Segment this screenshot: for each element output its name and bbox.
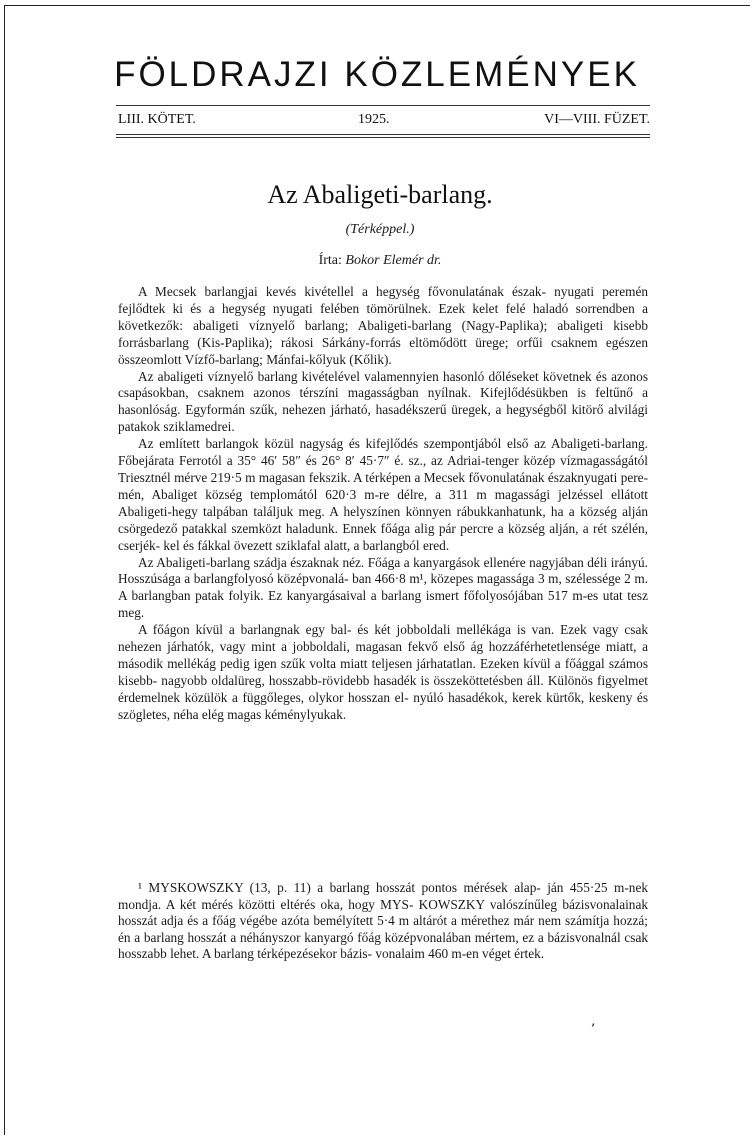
volume-label: LIII. KÖTET. — [118, 112, 196, 127]
year-label: 1925. — [358, 112, 390, 127]
header-rule-top — [116, 105, 650, 106]
header-rule-bottom — [116, 134, 650, 135]
header-row — [118, 112, 650, 130]
article-body — [118, 284, 648, 724]
article-title: Az Abaligeti-barlang. — [267, 180, 493, 209]
paragraph: Az abaligeti víznyelő barlang kivételével valamennyien hasonló dőléseket követnek és azonos csapásokban, csaknem azonos térszíni magasságban nyílnak. Kifejlődésükben is feltűnő a hasonlóság. Egyformán szűk, nehezen járható, hasadékszerű üregek, a hegységből kitörő alvilági patakok sziklamedrei. — [118, 368, 648, 435]
footnote: ¹ MYSKOWSZKY (13, p. 11) a barlang hosszát pontos mérések alap- ján 455·25 m-nek mondja. A két mérés közötti eltérés oka, hogy MYS- KOWSZKY valószínűleg bázisvonalainak hosszát adja és a főág végébe azóta bemélyített 5·4 m altárót a mérethez már nem számítja hozzá; én a barlang hosszát a néhányszor kanyargó főág középvonalában mértem, ez a bázisvonalnál csak hosszabb lehet. A barlang térképezésekor bázis- vonalaim 460 m-en véget értek. — [118, 880, 648, 962]
footnote-block — [118, 880, 648, 963]
paragraph: A főágon kívül a barlangnak egy bal- és két jobboldali mellékága is van. Ezek vagy csak nehezen járhatók, vagy mint a jobboldali, magasan fekvő első ág hozzáférhetetlensége miatt, a második mellékág pedig igen szűk volta miatt teljesen járhatatlan. Ezeken kívül a főággal számos kisebb- nagyobb oldalüreg, hosszabb-rövidebb hasadék is összeköttetésben áll. Különös figyelmet érdemelnek közülök a függőleges, olykor hosszan el- nyúló hasadékok, kerek kürtők, keskeny és szögletes, néha elég magas kéménylyukak. — [118, 622, 648, 722]
article-subtitle: (Térképpel.) — [345, 222, 415, 237]
byline-prefix: Írta: — [318, 253, 342, 268]
issue-label: VI—VIII. FÜZET. — [544, 112, 650, 127]
paragraph: Az Abaligeti-barlang szádja északnak néz. Főága a kanyargások ellenére nagyjában déli irányú. Hosszúsága a barlangfolyosó középvonalá- ban 466·8 m¹, közepes magassága 3 m, szélessége 2 m. A barlangban patak folyik. Ez kanyargásaival a barlang ismert főfolyosójában 517 m-es utat tesz meg. — [118, 554, 648, 621]
printer-mark: ʼ — [591, 1022, 595, 1035]
article-byline — [150, 253, 610, 269]
journal-title: FÖLDRAJZI KÖZLEMÉNYEK — [114, 55, 640, 94]
paragraph: Az említett barlangok közül nagyság és kifejlődés szempontjából első az Abaligeti-barlang. Főbejárata Ferrotól a 35° 46′ 58″ és 26° 8′ 45·7″ é. sz., az Adriai-tenger közép vízmagasságától Triesztnél mérve 219·5 m magasan fekszik. A térképen a Mecsek fővonulatának északnyugati pere- mén, Abaliget község templomától 620·3 m-re délre, a 311 m magassági jelzéssel ellátott Abaligeti-hegy talpában találjuk meg. A helyszínen könnyen rábukkanhatunk, ha a község alján csörgedező patakkal szemközt haladunk. Ennek főága alig pár percre a község alján, a rét szélén, cserjék- kel és fákkal övezett sziklafal alatt, a barlangból ered. — [118, 436, 648, 553]
paragraph: A Mecsek barlangjai kevés kivétellel a hegység fővonulatának észak- nyugati peremén fejlődtek ki és a hegység nyugati felében tömörülnek. Ezek kelet felé haladó sorrendben a következők: abaligeti víznyelő barlang; Abaligeti-barlang (Nagy-Paplika); abaligeti kisebb forrásbarlang (Kis-Paplika); rákosi Sárkány-forrás eltömődött ürege; orfűi csaknem egészen összeomlott Vízfő-barlang; Mánfai-kőlyuk (Kőlik). — [118, 284, 648, 367]
page-border-top — [4, 5, 750, 6]
header-rule-bottom-double — [116, 137, 650, 138]
page-border-left — [4, 5, 5, 1135]
author-name: Bokor Elemér dr. — [345, 253, 442, 268]
